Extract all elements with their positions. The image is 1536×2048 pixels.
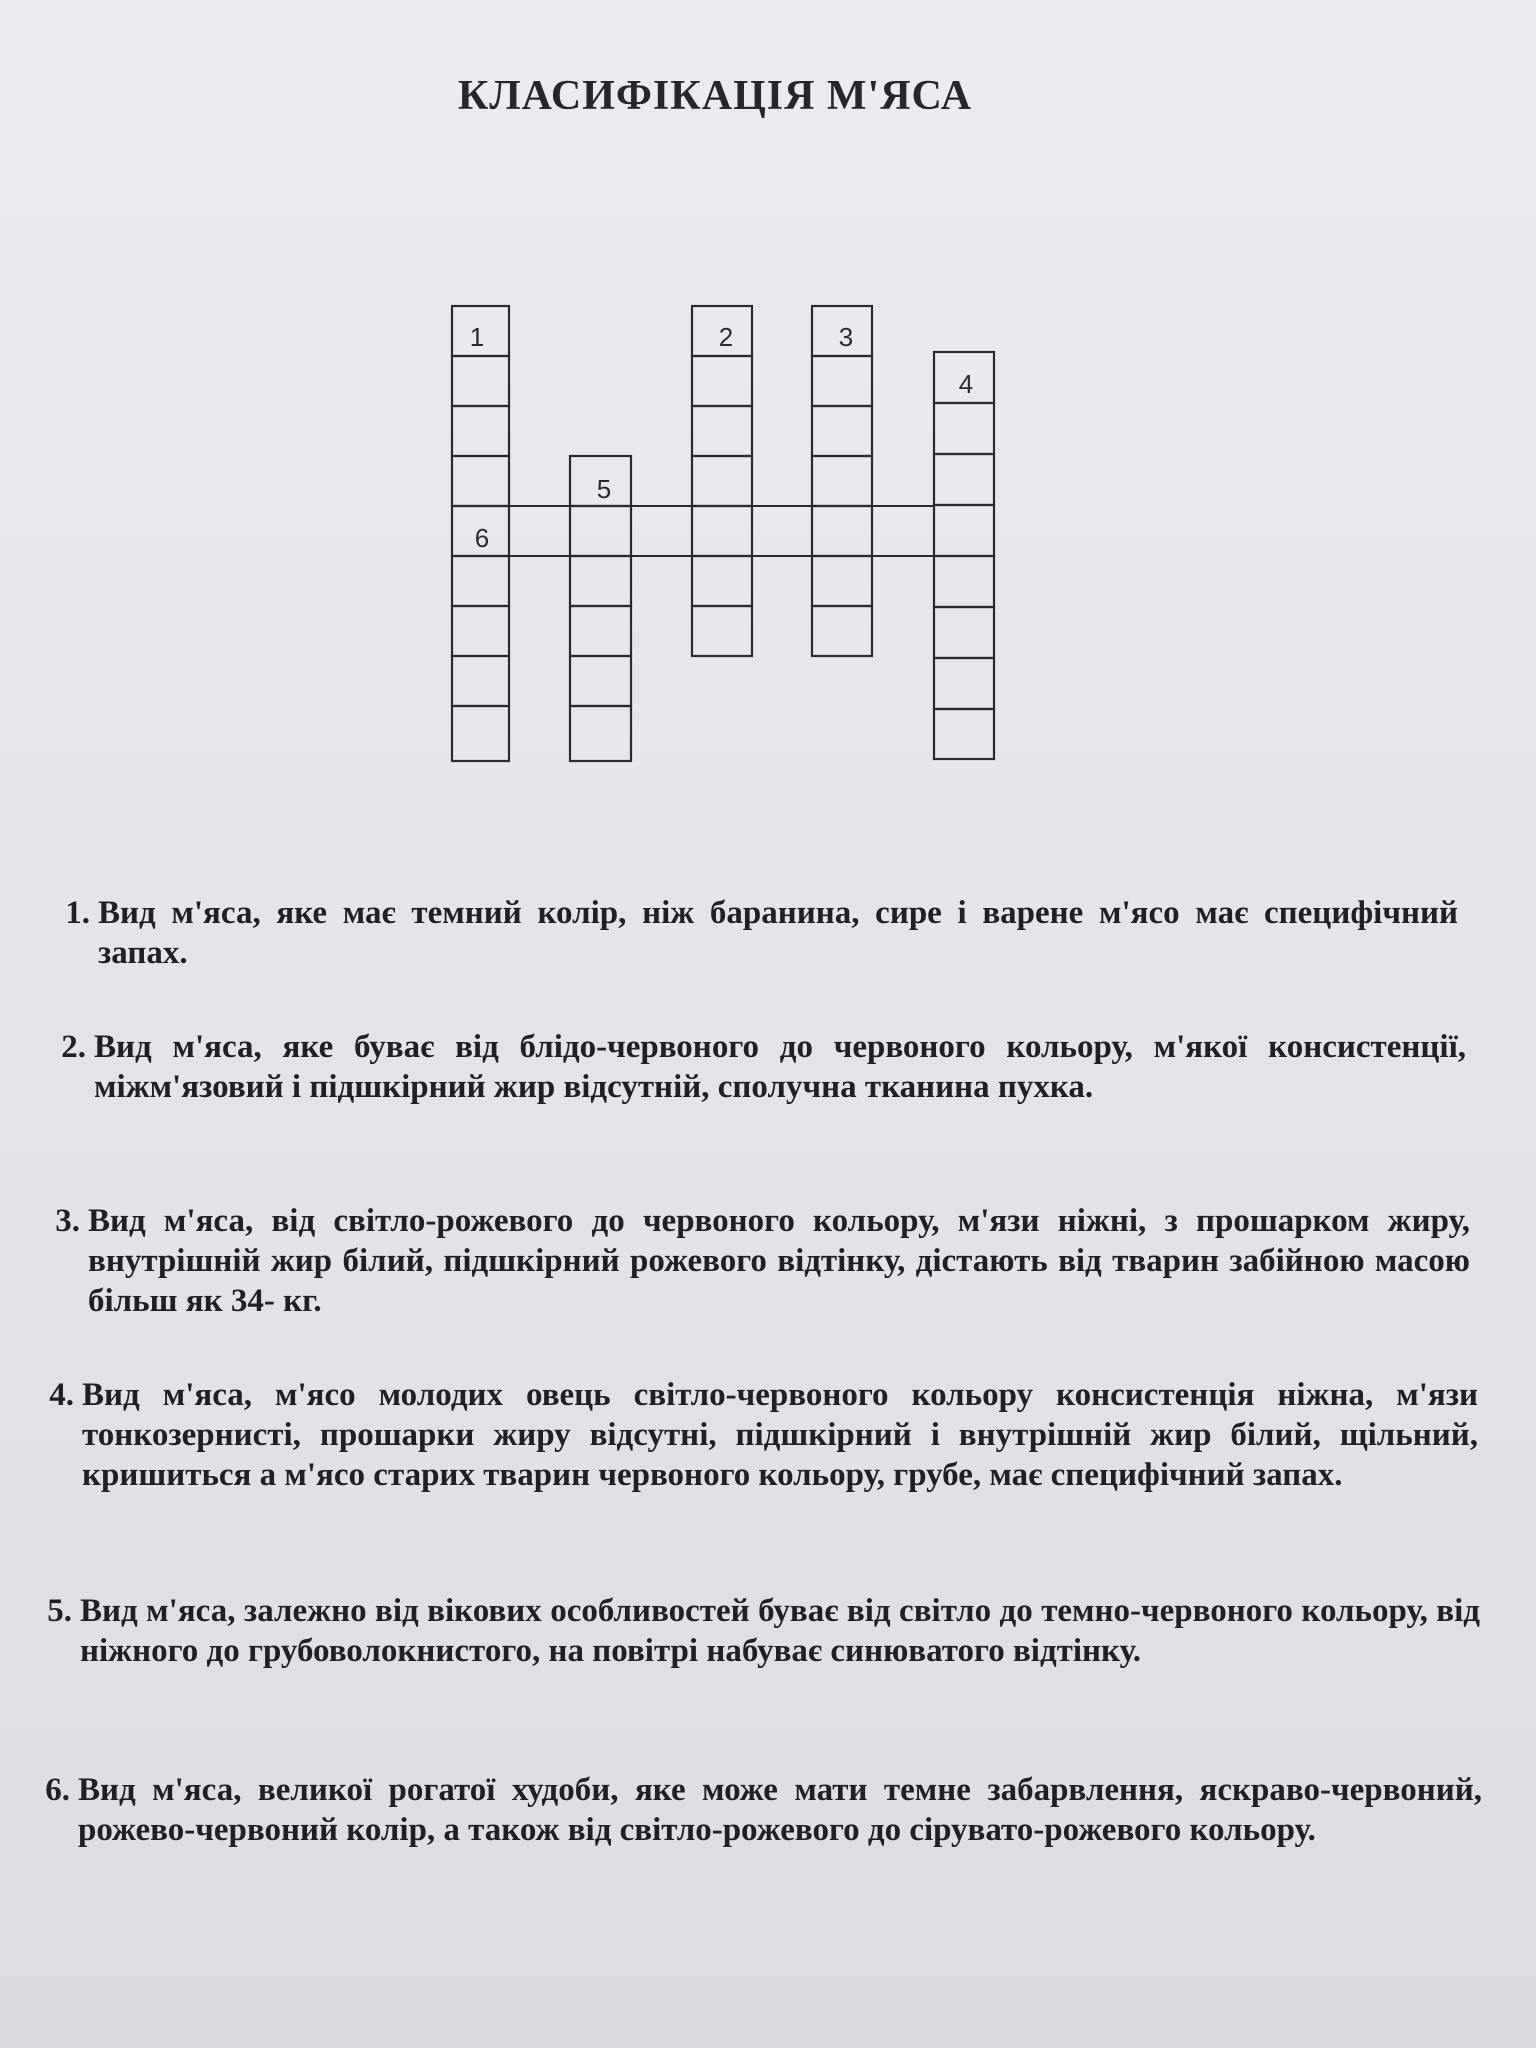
clue-number: 3. [55,1203,80,1239]
clue-item [65,893,1458,973]
clue-number: 4. [49,1377,74,1413]
clue-number-label: 5 [596,474,612,504]
clue-text: Вид м'яса, яке має темний колір, ніж баранина, сире і варене м'ясо має специфічний запах. [98,895,1458,971]
clue-number-label: 2 [718,322,734,352]
clue-item [49,1375,1478,1495]
clue-item [47,1591,1480,1671]
clue-number: 1. [65,895,90,931]
clue-text: Вид м'яса, від світло-рожевого до червоного кольору, м'язи ніжні, з прошарком жиру, внутрішній жир білий, підшкірний рожевого відтінку, дістають від тварин забійною масою більш як 34- кг. [88,1203,1470,1319]
page-title: КЛАСИФІКАЦІЯ М'ЯСА [457,73,973,119]
clue-item [61,1027,1466,1107]
clue-number-label: 1 [469,322,485,352]
clue-text: Вид м'яса, залежно від вікових особливостей буває від світло до темно-червоного кольору, від ніжного до грубоволокнистого, на повітрі набуває синюватого відтінку. [80,1593,1480,1669]
clue-text: Вид м'яса, м'ясо молодих овець світло-червоного кольору консистенція ніжна, м'язи тонкозернисті, прошарки жиру відсутні, підшкірний і внутрішній жир білий, щільний, кришиться а м'ясо старих тварин червоного кольору, грубе, має специфічний запах. [82,1377,1478,1493]
clue-number-label: 6 [474,523,490,553]
clue-number-label: 3 [838,322,854,352]
clue-text: Вид м'яса, великої рогатої худоби, яке може мати темне забарвлення, яскраво-червоний, рожево-червоний колір, а також від світло-рожевого до сірувато-рожевого кольору. [78,1772,1482,1848]
clue-item [45,1770,1482,1850]
clue-number: 6. [45,1772,70,1808]
clue-text: Вид м'яса, яке буває від блідо-червоного до червоного кольору, м'якої консистенції, міжм'язовий і підшкірний жир відсутній, сполучна тканина пухка. [94,1029,1466,1105]
clue-number-label: 4 [958,369,974,399]
clue-number: 5. [47,1593,72,1629]
clue-item [55,1201,1470,1321]
clue-number: 2. [61,1029,86,1065]
